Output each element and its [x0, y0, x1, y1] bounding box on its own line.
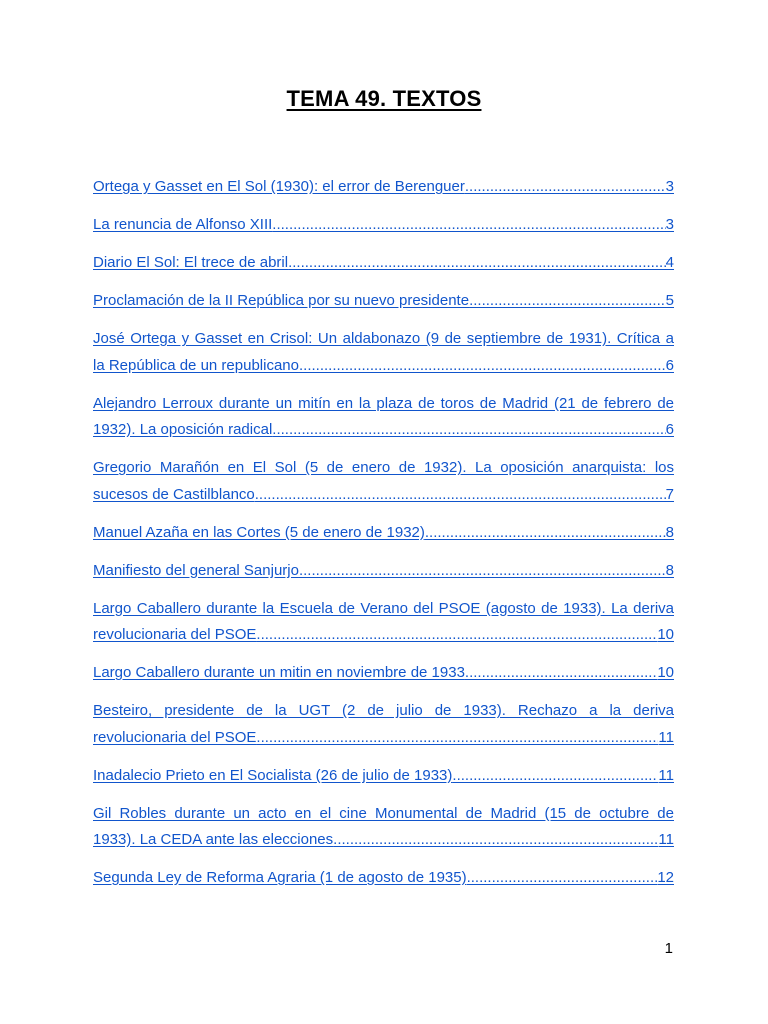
toc-entry-page: 3 — [665, 216, 674, 233]
toc-entry-page: 6 — [665, 421, 674, 438]
dot-leader — [299, 353, 666, 380]
toc-entry-title: Proclamación de la II República por su nuevo presidente — [93, 292, 470, 309]
toc-entry-page: 6 — [665, 356, 674, 374]
dot-leader — [255, 482, 666, 509]
toc-entry-page: 8 — [665, 561, 674, 579]
toc-entry-title: Manifiesto del general Sanjurjo — [93, 561, 299, 579]
toc-entry-reforma-agraria[interactable] — [93, 865, 674, 892]
dot-leader — [333, 827, 658, 854]
toc-entry-title: La renuncia de Alfonso XIII — [93, 216, 273, 233]
toc-entry-renuncia-alfonso[interactable] — [93, 212, 674, 239]
toc-entry-title: Manuel Azaña en las Cortes (5 de enero de 1932) — [93, 523, 425, 541]
toc-entry-title-line1: Largo Caballero durante la Escuela de Verano del PSOE (agosto de 1933). La deriva — [93, 599, 674, 617]
toc-entry-title: Largo Caballero durante un mitin en noviembre de 1933 — [93, 664, 465, 681]
toc-entry-title-line1: Besteiro, presidente de la UGT (2 de julio de 1933). Rechazo a la deriva — [93, 702, 674, 719]
dot-leader — [467, 865, 658, 892]
toc-entry-title-line2: revolucionaria del PSOE — [93, 626, 257, 643]
dot-leader — [272, 417, 665, 444]
toc-entry-largo-caballero-mitin[interactable] — [93, 660, 674, 687]
dot-leader — [299, 558, 666, 585]
toc-entry-title-line2: la República de un republicano — [93, 356, 299, 374]
toc-entry-page: 4 — [665, 254, 674, 271]
toc-entry-besteiro[interactable] — [93, 698, 674, 751]
toc-entry-proclamacion[interactable] — [93, 288, 674, 315]
toc-entry-title-line2: 1932). La oposición radical — [93, 421, 273, 438]
toc-entry-title-line1: José Ortega y Gasset en Crisol: Un aldabonazo (9 de septiembre de 1931). Crítica a — [93, 330, 674, 347]
toc-entry-page: 10 — [657, 626, 674, 643]
page-title: TEMA 49. TEXTOS — [286, 86, 482, 111]
toc-entry-page: 11 — [658, 766, 674, 784]
toc-entry-title-line1: Gil Robles durante un acto en el cine Monumental de Madrid (15 de octubre de — [93, 804, 674, 822]
toc-entry-gil-robles[interactable] — [93, 801, 674, 854]
dot-leader — [256, 725, 658, 752]
toc-entry-page: 5 — [665, 292, 674, 309]
dot-leader — [272, 212, 665, 239]
toc-entry-trece-abril[interactable] — [93, 250, 674, 277]
toc-entry-sanjurjo[interactable] — [93, 558, 674, 585]
toc-entry-lerroux[interactable] — [93, 391, 674, 444]
toc-entry-title: Inadalecio Prieto en El Socialista (26 de julio de 1933) — [93, 766, 453, 784]
toc-entry-page: 11 — [658, 728, 674, 746]
toc-entry-title-line1: Gregorio Marañón en El Sol (5 de enero de 1932). La oposición anarquista: los — [93, 459, 674, 476]
toc-entry-azana[interactable] — [93, 520, 674, 547]
toc-entry-title-line2: sucesos de Castilblanco — [93, 485, 255, 503]
toc-entry-prieto[interactable] — [93, 763, 674, 790]
toc-entry-page: 12 — [657, 869, 674, 886]
toc-entry-ortega-sol[interactable] — [93, 174, 674, 201]
toc-entry-page: 11 — [658, 831, 674, 848]
toc-entry-title: Ortega y Gasset en El Sol (1930): el error de Berenguer — [93, 178, 465, 195]
dot-leader — [452, 763, 658, 790]
dot-leader — [465, 660, 657, 687]
toc-entry-title-line2: revolucionaria del PSOE — [93, 728, 257, 746]
dot-leader — [469, 288, 666, 315]
dot-leader — [465, 174, 666, 201]
toc-entry-ortega-crisol[interactable] — [93, 326, 674, 379]
toc-entry-title: Segunda Ley de Reforma Agraria (1 de agosto de 1935) — [93, 869, 467, 886]
dot-leader — [425, 520, 666, 547]
page-number: 1 — [664, 940, 673, 957]
toc-entry-largo-caballero-verano[interactable] — [93, 596, 674, 649]
table-of-contents — [93, 174, 674, 903]
toc-entry-maranon[interactable] — [93, 455, 674, 508]
toc-entry-page: 7 — [665, 485, 674, 503]
toc-entry-page: 8 — [665, 523, 674, 541]
toc-entry-page: 10 — [657, 664, 674, 681]
toc-entry-title: Diario El Sol: El trece de abril — [93, 254, 289, 271]
dot-leader — [256, 622, 657, 649]
toc-entry-title-line1: Alejandro Lerroux durante un mitín en la plaza de toros de Madrid (21 de febrero de — [93, 394, 674, 412]
toc-entry-page: 3 — [665, 178, 674, 195]
toc-entry-title-line2: 1933). La CEDA ante las elecciones — [93, 831, 334, 848]
dot-leader — [288, 250, 666, 277]
